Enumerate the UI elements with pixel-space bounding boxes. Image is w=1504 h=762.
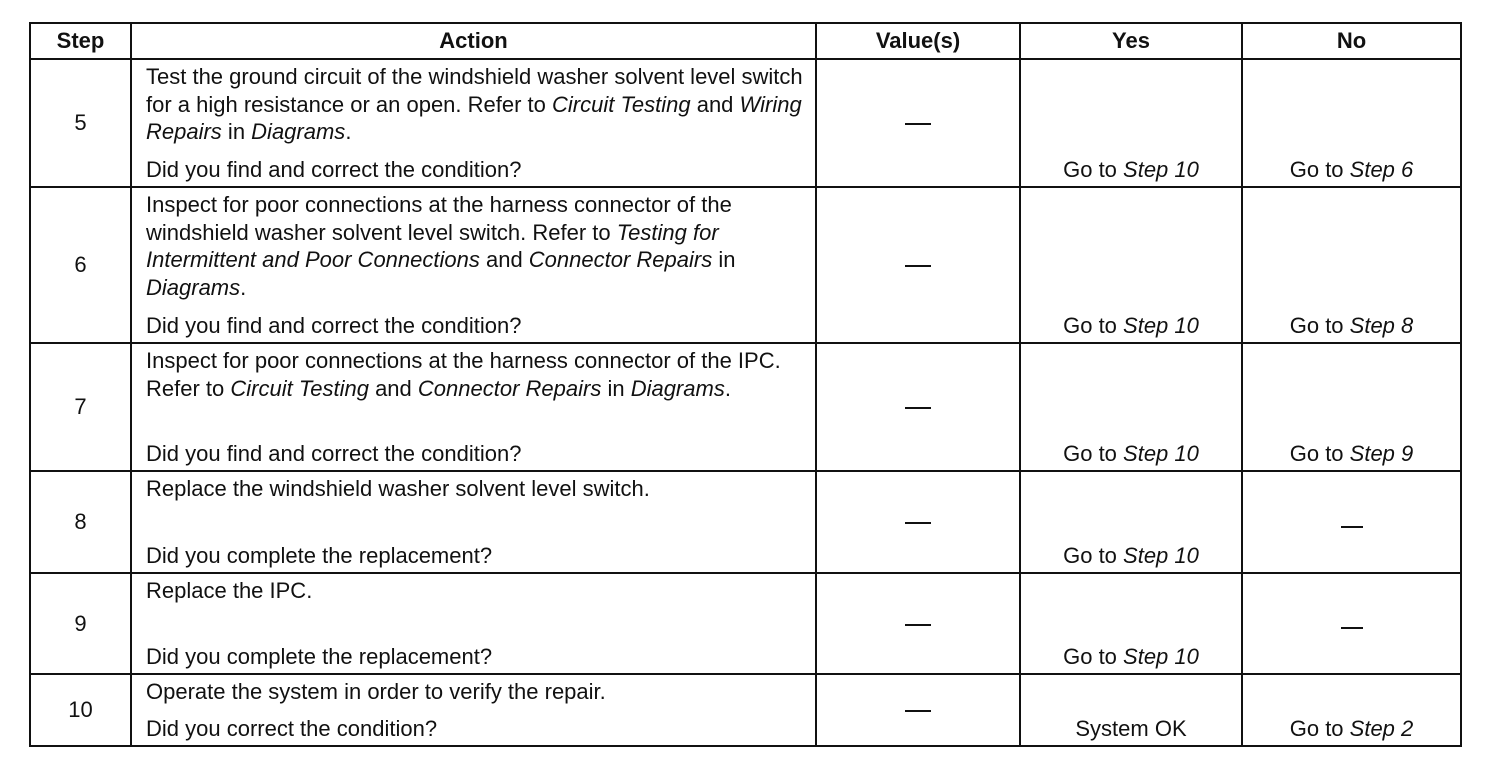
- step-number: 10: [30, 674, 131, 746]
- reference-title: Connector Repairs: [528, 247, 713, 272]
- value-cell: [816, 471, 1020, 573]
- action-text-part: in: [601, 375, 631, 401]
- no-dash: [1341, 627, 1363, 629]
- header-no: No: [1242, 23, 1461, 59]
- no-prefix: Go to: [1289, 157, 1350, 182]
- value-dash: [905, 123, 931, 125]
- action-content: [146, 63, 807, 183]
- header-step: Step: [30, 23, 131, 59]
- no-step-ref: Step 2: [1349, 716, 1414, 741]
- header-row: [30, 23, 1461, 59]
- no-cell: [1242, 573, 1461, 674]
- no-step-ref: Step 8: [1349, 313, 1414, 338]
- reference-title: Testing for Intermittent and Poor Connections: [146, 219, 719, 272]
- header-action: Action: [131, 23, 816, 59]
- action-text-part: Inspect for poor connections at the harness connector of the IPC. Refer to: [146, 348, 781, 401]
- reference-title: Diagrams: [251, 119, 346, 144]
- yes-prefix: Go to: [1063, 313, 1124, 338]
- no-prefix: Go to: [1289, 716, 1350, 741]
- reference-title: Wiring Repairs: [146, 91, 802, 144]
- action-question: Did you find and correct the condition?: [146, 312, 522, 338]
- action-text-part: .: [345, 119, 352, 144]
- yes-cell: [1020, 187, 1242, 343]
- no-cell: [1242, 471, 1461, 573]
- action-content: [146, 678, 807, 742]
- yes-prefix: Go to: [1063, 157, 1124, 182]
- action-text-part: .: [724, 375, 731, 401]
- action-cell: [131, 343, 816, 471]
- reference-title: Diagrams: [146, 274, 241, 300]
- no-cell: [1242, 59, 1461, 187]
- action-text: [146, 191, 807, 301]
- table-row: [30, 573, 1461, 674]
- action-text: [146, 347, 807, 402]
- yes-step-ref: Step 10: [1123, 441, 1199, 466]
- action-text: [146, 678, 807, 706]
- table-row: [30, 187, 1461, 343]
- value-dash: [905, 407, 931, 409]
- table-row: [30, 343, 1461, 471]
- value-cell: [816, 187, 1020, 343]
- action-question: Did you find and correct the condition?: [146, 440, 522, 466]
- step-number: 9: [30, 573, 131, 674]
- yes-step-ref: Step 10: [1123, 157, 1199, 182]
- value-cell: [816, 343, 1020, 471]
- value-dash: [905, 522, 931, 524]
- action-text: [146, 577, 807, 605]
- action-question: Did you complete the replacement?: [146, 643, 493, 669]
- action-text-part: and: [690, 91, 740, 117]
- yes-prefix: Go to: [1063, 644, 1124, 669]
- reference-title: Circuit Testing: [552, 91, 691, 117]
- action-content: [146, 347, 807, 467]
- action-content: [146, 475, 807, 569]
- yes-step-ref: Step 10: [1123, 644, 1199, 669]
- diagnostic-table: [29, 22, 1462, 747]
- action-cell: [131, 471, 816, 573]
- action-content: [146, 577, 807, 670]
- action-text: [146, 63, 807, 146]
- action-text-part: in: [221, 119, 252, 144]
- action-text-part: Test the ground circuit of the windshield washer solvent level switch for a high resistance or an open. Refer to: [146, 64, 803, 117]
- action-question: Did you complete the replacement?: [146, 542, 493, 568]
- value-dash: [905, 710, 931, 712]
- action-text: [146, 475, 807, 503]
- yes-step-ref: Step 10: [1123, 543, 1199, 568]
- table-row: [30, 471, 1461, 573]
- no-prefix: Go to: [1289, 441, 1350, 466]
- value-dash: [905, 265, 931, 267]
- action-cell: [131, 674, 816, 746]
- yes-result: System OK: [1075, 716, 1187, 741]
- action-cell: [131, 59, 816, 187]
- no-step-ref: Step 9: [1349, 441, 1414, 466]
- header-yes: Yes: [1020, 23, 1242, 59]
- no-step-ref: Step 6: [1349, 157, 1414, 182]
- action-text-part: Inspect for poor connections at the harness connector of the windshield washer solvent level switch. Refer to: [146, 192, 732, 245]
- action-text-part: in: [712, 247, 736, 272]
- reference-title: Circuit Testing: [230, 375, 369, 401]
- action-cell: [131, 573, 816, 674]
- table-row: [30, 59, 1461, 187]
- action-text-part: Replace the IPC.: [146, 578, 313, 603]
- action-content: [146, 191, 807, 339]
- action-text-part: and: [479, 247, 529, 272]
- step-number: 8: [30, 471, 131, 573]
- yes-prefix: Go to: [1063, 441, 1124, 466]
- yes-cell: [1020, 573, 1242, 674]
- header-values: Value(s): [816, 23, 1020, 59]
- value-cell: [816, 573, 1020, 674]
- action-question: Did you find and correct the condition?: [146, 156, 522, 182]
- yes-prefix: Go to: [1063, 543, 1124, 568]
- action-text-part: Operate the system in order to verify the repair.: [146, 679, 606, 704]
- action-question: Did you correct the condition?: [146, 715, 438, 741]
- yes-step-ref: Step 10: [1123, 313, 1199, 338]
- table-row: [30, 674, 1461, 746]
- yes-cell: [1020, 343, 1242, 471]
- no-cell: [1242, 187, 1461, 343]
- no-cell: [1242, 343, 1461, 471]
- reference-title: Connector Repairs: [417, 375, 602, 401]
- action-text-part: Replace the windshield washer solvent level switch.: [146, 476, 650, 501]
- action-cell: [131, 187, 816, 343]
- action-text-part: and: [368, 375, 418, 401]
- yes-cell: [1020, 471, 1242, 573]
- reference-title: Diagrams: [630, 375, 725, 401]
- step-number: 5: [30, 59, 131, 187]
- no-dash: [1341, 526, 1363, 528]
- step-number: 7: [30, 343, 131, 471]
- no-cell: [1242, 674, 1461, 746]
- yes-cell: [1020, 59, 1242, 187]
- value-cell: [816, 674, 1020, 746]
- value-dash: [905, 624, 931, 626]
- value-cell: [816, 59, 1020, 187]
- no-prefix: Go to: [1289, 313, 1350, 338]
- action-text-part: .: [240, 274, 247, 300]
- step-number: 6: [30, 187, 131, 343]
- yes-cell: [1020, 674, 1242, 746]
